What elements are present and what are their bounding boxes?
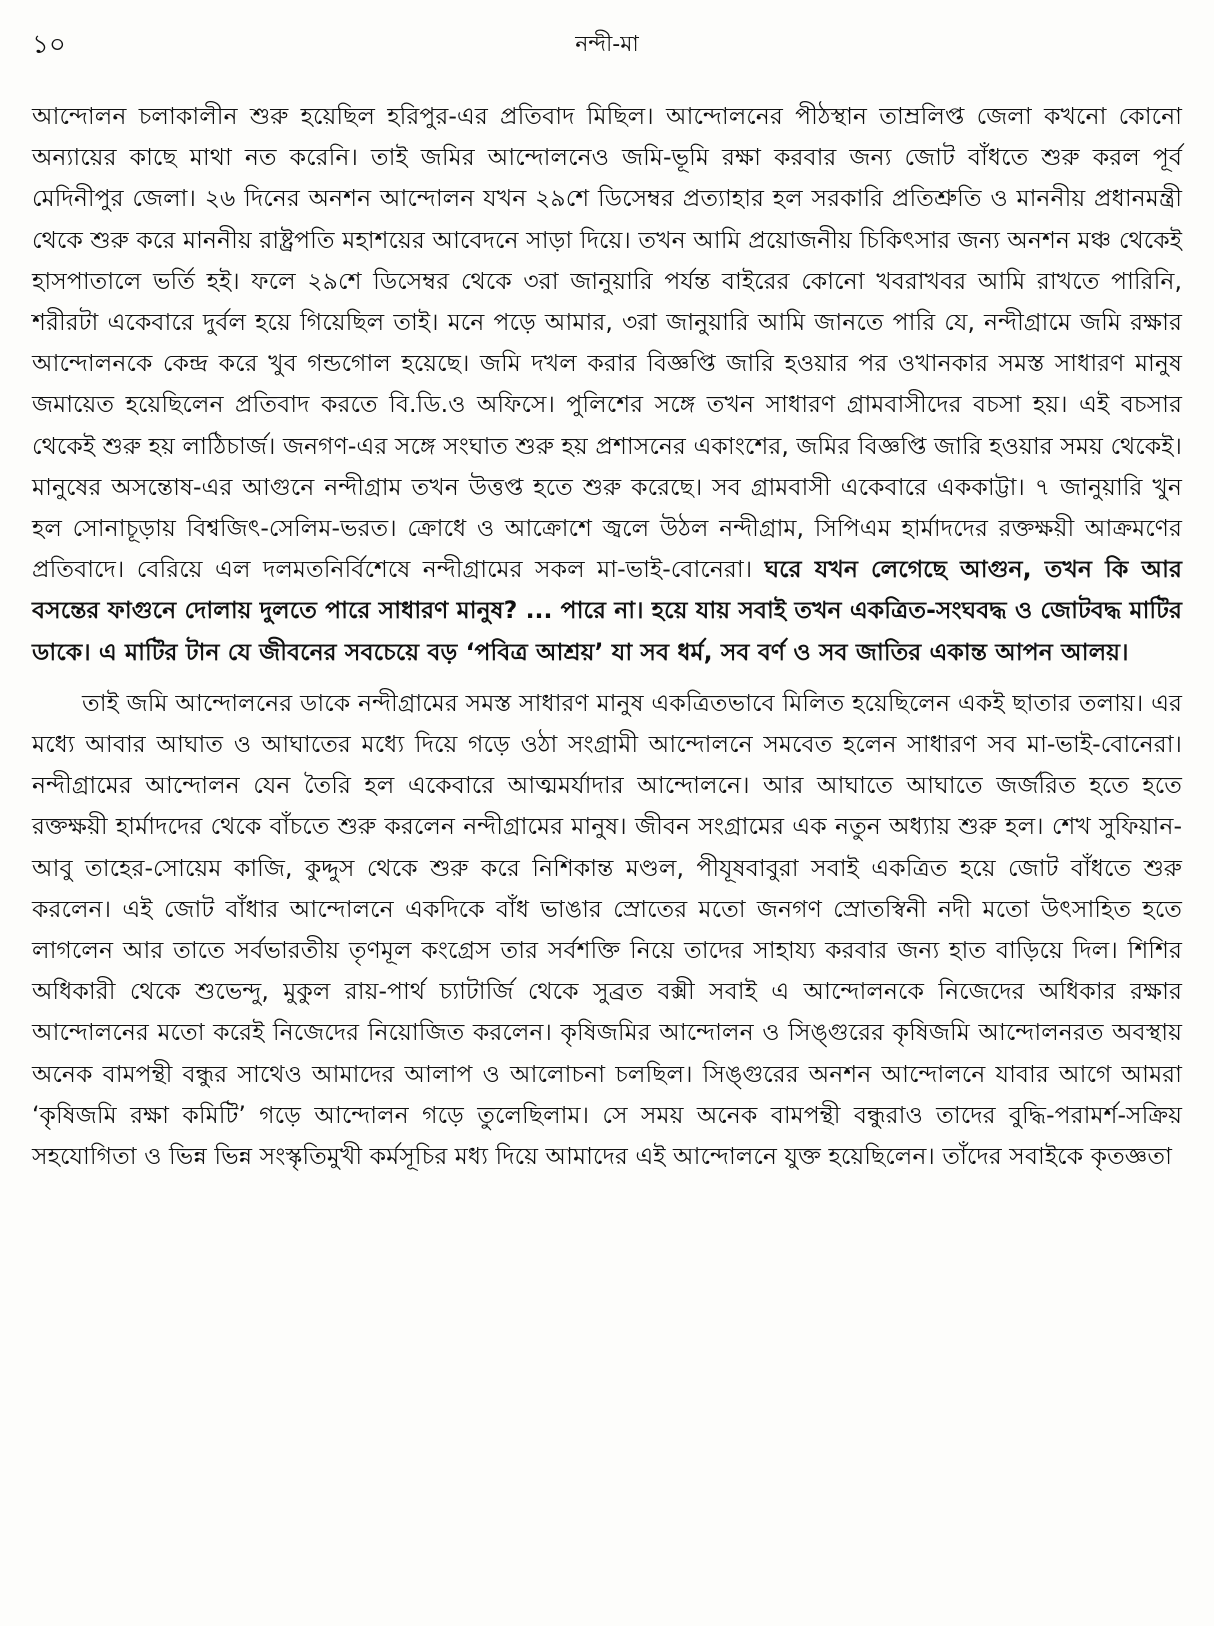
paragraph-1-text: আন্দোলন চলাকালীন শুরু হয়েছিল হরিপুর-এর প্রতিবাদ মিছিল। আন্দোলনের পীঠস্থান তাম্রলিপ্ত জেলা কখনো কোনো অন্যায়ের কাছে মাথা নত করেনি। তাই জমির আন্দোলনেও জমি-ভূমি রক্ষা করবার জন্য জোট বাঁধতে শুরু করল পূর্ব মেদিনীপুর জেলা। ২৬ দিনের অনশন আন্দোলন যখন ২৯শে ডিসেম্বর প্রত্যাহার হল সরকারি প্রতিশ্রুতি ও মাননীয় প্রধানমন্ত্রী থেকে শুরু করে মাননীয় রাষ্ট্রপতি মহাশয়ের আবেদনে সাড়া দিয়ে। তখন আমি প্রয়োজনীয় চিকিৎসার জন্য অনশন মঞ্চ থেকেই হাসপাতালে ভর্তি হই। ফলে ২৯শে ডিসেম্বর থেকে ৩রা জানুয়ারি পর্যন্ত বাইরের কোনো খবরাখবর আমি রাখতে পারিনি, শরীরটা একেবারে দুর্বল হয়ে গিয়েছিল তাই। মনে পড়ে আমার, ৩রা জানুয়ারি আমি জানতে পারি যে, নন্দীগ্রামে জমি রক্ষার আন্দোলনকে কেন্দ্র করে খুব গন্ডগোল হয়েছে। জমি দখল করার বিজ্ঞপ্তি জারি হওয়ার পর ওখানকার সমস্ত সাধারণ মানুষ জমায়েত হয়েছিলেন প্রতিবাদ করতে বি.ডি.ও অফিসে। পুলিশের সঙ্গে তখন সাধারণ গ্রামবাসীদের বচসা হয়। এই বচসার থেকেই শুরু হয় লাঠিচার্জ। জনগণ-এর সঙ্গে সংঘাত শুরু হয় প্রশাসনের একাংশের, জমির বিজ্ঞপ্তি জারি হওয়ার সময় থেকেই। মানুষের অসন্তোষ-এর আগুনে নন্দীগ্রাম তখন উত্তপ্ত হতে শুরু করেছে। সব গ্রামবাসী একেবারে এককাট্টা। ৭ জানুয়ারি খুন হল সোনাচূড়ায় বিশ্বজিৎ-সেলিম-ভরত। ক্রোধে ও আক্রোশে জ্বলে উঠল নন্দীগ্রাম, সিপিএম হার্মাদদের রক্তক্ষয়ী আক্রমণের প্রতিবাদে। বেরিয়ে এল দলমতনির্বিশেষে নন্দীগ্রামের সকল মা-ভাই-বোনেরা। (32, 102, 1182, 584)
page-header (32, 28, 1182, 68)
paragraph-1 (32, 96, 1182, 673)
running-title: নন্দী-মা (575, 32, 639, 57)
paragraph-2-text: তাই জমি আন্দোলনের ডাকে নন্দীগ্রামের সমস্ত সাধারণ মানুষ একত্রিতভাবে মিলিত হয়েছিলেন একই ছাতার তলায়। এর মধ্যে আবার আঘাত ও আঘাতের মধ্যে দিয়ে গড়ে ওঠা সংগ্রামী আন্দোলনে সমবেত হলেন সাধারণ সব মা-ভাই-বোনেরা। নন্দীগ্রামের আন্দোলন যেন তৈরি হল একেবারে আত্মমর্যাদার আন্দোলনে। আর আঘাতে আঘাতে জর্জরিত হতে হতে রক্তক্ষয়ী হার্মাদদের থেকে বাঁচতে শুরু করলেন নন্দীগ্রামের মানুষ। জীবন সংগ্রামের এক নতুন অধ্যায় শুরু হল। শেখ সুফিয়ান-আবু তাহের-সোয়েম কাজি, কুদ্দুস থেকে শুরু করে নিশিকান্ত মণ্ডল, পীযূষবাবুরা সবাই একত্রিত হয়ে জোট বাঁধতে শুরু করলেন। এই জোট বাঁধার আন্দোলনে একদিকে বাঁধ ভাঙার স্রোতের মতো জনগণ স্রোতস্বিনী নদী মতো উৎসাহিত হতে লাগলেন আর তাতে সর্বভারতীয় তৃণমূল কংগ্রেস তার সর্বশক্তি নিয়ে তাদের সাহায্য করবার জন্য হাত বাড়িয়ে দিল। শিশির অধিকারী থেকে শুভেন্দু, মুকুল রায়-পার্থ চ্যাটার্জি থেকে সুব্রত বক্সী সবাই এ আন্দোলনকে নিজেদের অধিকার রক্ষার আন্দোলনের মতো করেই নিজেদের নিয়োজিত করলেন। কৃষিজমির আন্দোলন ও সিঙ্গুরের কৃষিজমি আন্দোলনরত অবস্থায় অনেক বামপন্থী বন্ধুর সাথেও আমাদের আলাপ ও আলোচনা চলছিল। সিঙ্গুরের অনশন আন্দোলনে যাবার আগে আমরা ‘কৃষিজমি রক্ষা কমিটি’ গড়ে আন্দোলন গড়ে তুলেছিলাম। সে সময় অনেক বামপন্থী বন্ধুরাও তাদের বুদ্ধি-পরামর্শ-সক্রিয় সহযোগিতা ও ভিন্ন ভিন্ন সংস্কৃতিমুখী কর্মসূচির মধ্য দিয়ে আমাদের এই আন্দোলনে যুক্ত হয়েছিলেন। তাঁদের সবাইকে কৃতজ্ঞতা (32, 688, 1182, 1171)
paragraph-2 (32, 683, 1182, 1177)
body-text (32, 96, 1182, 1177)
paragraph-1-bold-text: ঘরে যখন লেগেছে আগুন, তখন কি আর বসন্তের ফাগুনে দোলায় দুলতে পারে সাধারণ মানুষ? ... পারে না। হয়ে যায় সবাই তখন একত্রিত-সংঘবদ্ধ ও জোটবদ্ধ মাটির ডাকে। এ মাটির টান যে জীবনের সবচেয়ে বড় ‘পবিত্র আশ্রয়’ যা সব ধর্ম, সব বর্ণ ও সব জাতির একান্ত আপন আলয়। (32, 555, 1182, 666)
page-number: ১০ (32, 30, 66, 60)
